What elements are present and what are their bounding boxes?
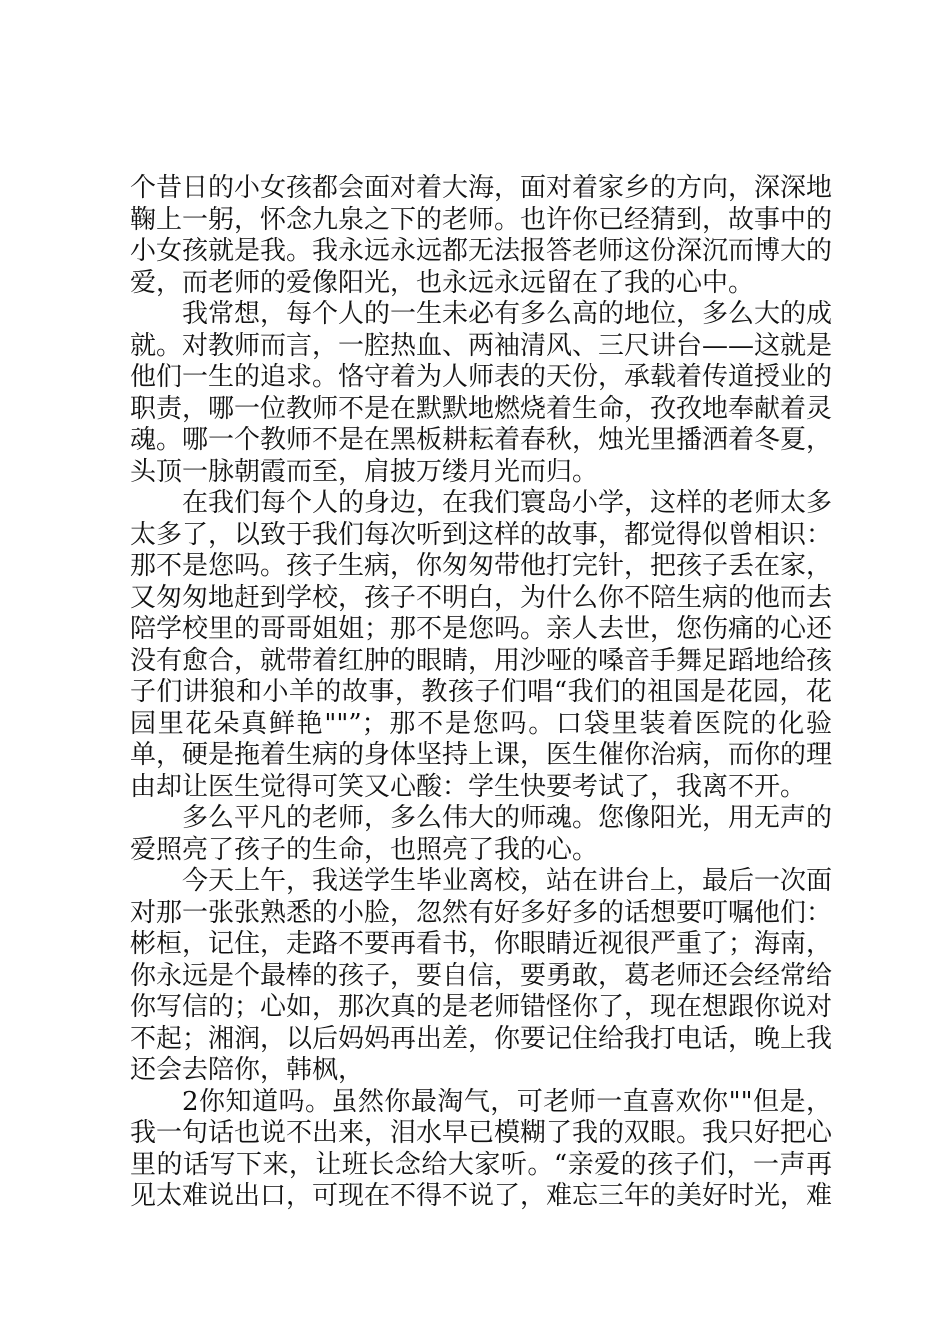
paragraph-1: 个昔日的小女孩都会面对着大海，面对着家乡的方向，深深地鞠上一躬，怀念九泉之下的老师。也许你已经猜到，故事中的小女孩就是我。我永远永远都无法报答老师这份深沉而博大的爱，而老师的爱像阳光，也永远永远留在了我的心中。 bbox=[130, 173, 833, 298]
paragraph-3: 在我们每个人的身边，在我们寰岛小学，这样的老师太多太多了，以致于我们每次听到这样的故事，都觉得似曾相识：那不是您吗。孩子生病，你匆匆带他打完针，把孩子丢在家，又匆匆地赶到学校，孩子不明白，为什么你不陪生病的他而去陪学校里的哥哥姐姐；那不是您吗。亲人去世，您伤痛的心还没有愈合，就带着红肿的眼睛，用沙哑的嗓音手舞足蹈地给孩子们讲狼和小羊的故事，教孩子们唱“我们的祖国是花园，花园里花朵真鲜艳""”；那不是您吗。口袋里装着医院的化验单，硬是拖着生病的身体坚持上课，医生催你治病，而你的理由却让医生觉得可笑又心酸：学生快要考试了，我离不开。 bbox=[130, 488, 833, 802]
document-body bbox=[130, 173, 832, 1213]
paragraph-4: 多么平凡的老师，多么伟大的师魂。您像阳光，用无声的爱照亮了孩子的生命，也照亮了我的心。 bbox=[130, 803, 833, 865]
paragraph-5: 今天上午，我送学生毕业离校，站在讲台上，最后一次面对那一张张熟悉的小脸，忽然有好多好多的话想要叮嘱他们：彬桓，记住，走路不要再看书，你眼睛近视很严重了；海南，你永远是个最棒的孩子，要自信，要勇敢，葛老师还会经常给你写信的；心如，那次真的是老师错怪你了，现在想跟你说对不起；湘润，以后妈妈再出差，你要记住给我打电话，晚上我还会去陪你，韩枫， bbox=[130, 866, 833, 1085]
paragraph-2: 我常想，每个人的一生未必有多么高的地位，多么大的成就。对教师而言，一腔热血、两袖清风、三尺讲台——这就是他们一生的追求。恪守着为人师表的天份，承载着传道授业的职责，哪一位教师不是在默默地燃烧着生命，孜孜地奉献着灵魂。哪一个教师不是在黑板耕耘着春秋，烛光里播洒着冬夏，头顶一脉朝霞而至，肩披万缕月光而归。 bbox=[130, 299, 833, 487]
paragraph-6: 2你知道吗。虽然你最淘气，可老师一直喜欢你""但是，我一句话也说不出来，泪水早已模糊了我的双眼。我只好把心里的话写下来，让班长念给大家听。“亲爱的孩子们，一声再见太难说出口，可现在不得不说了，难忘三年的美好时光，难 bbox=[130, 1086, 833, 1211]
